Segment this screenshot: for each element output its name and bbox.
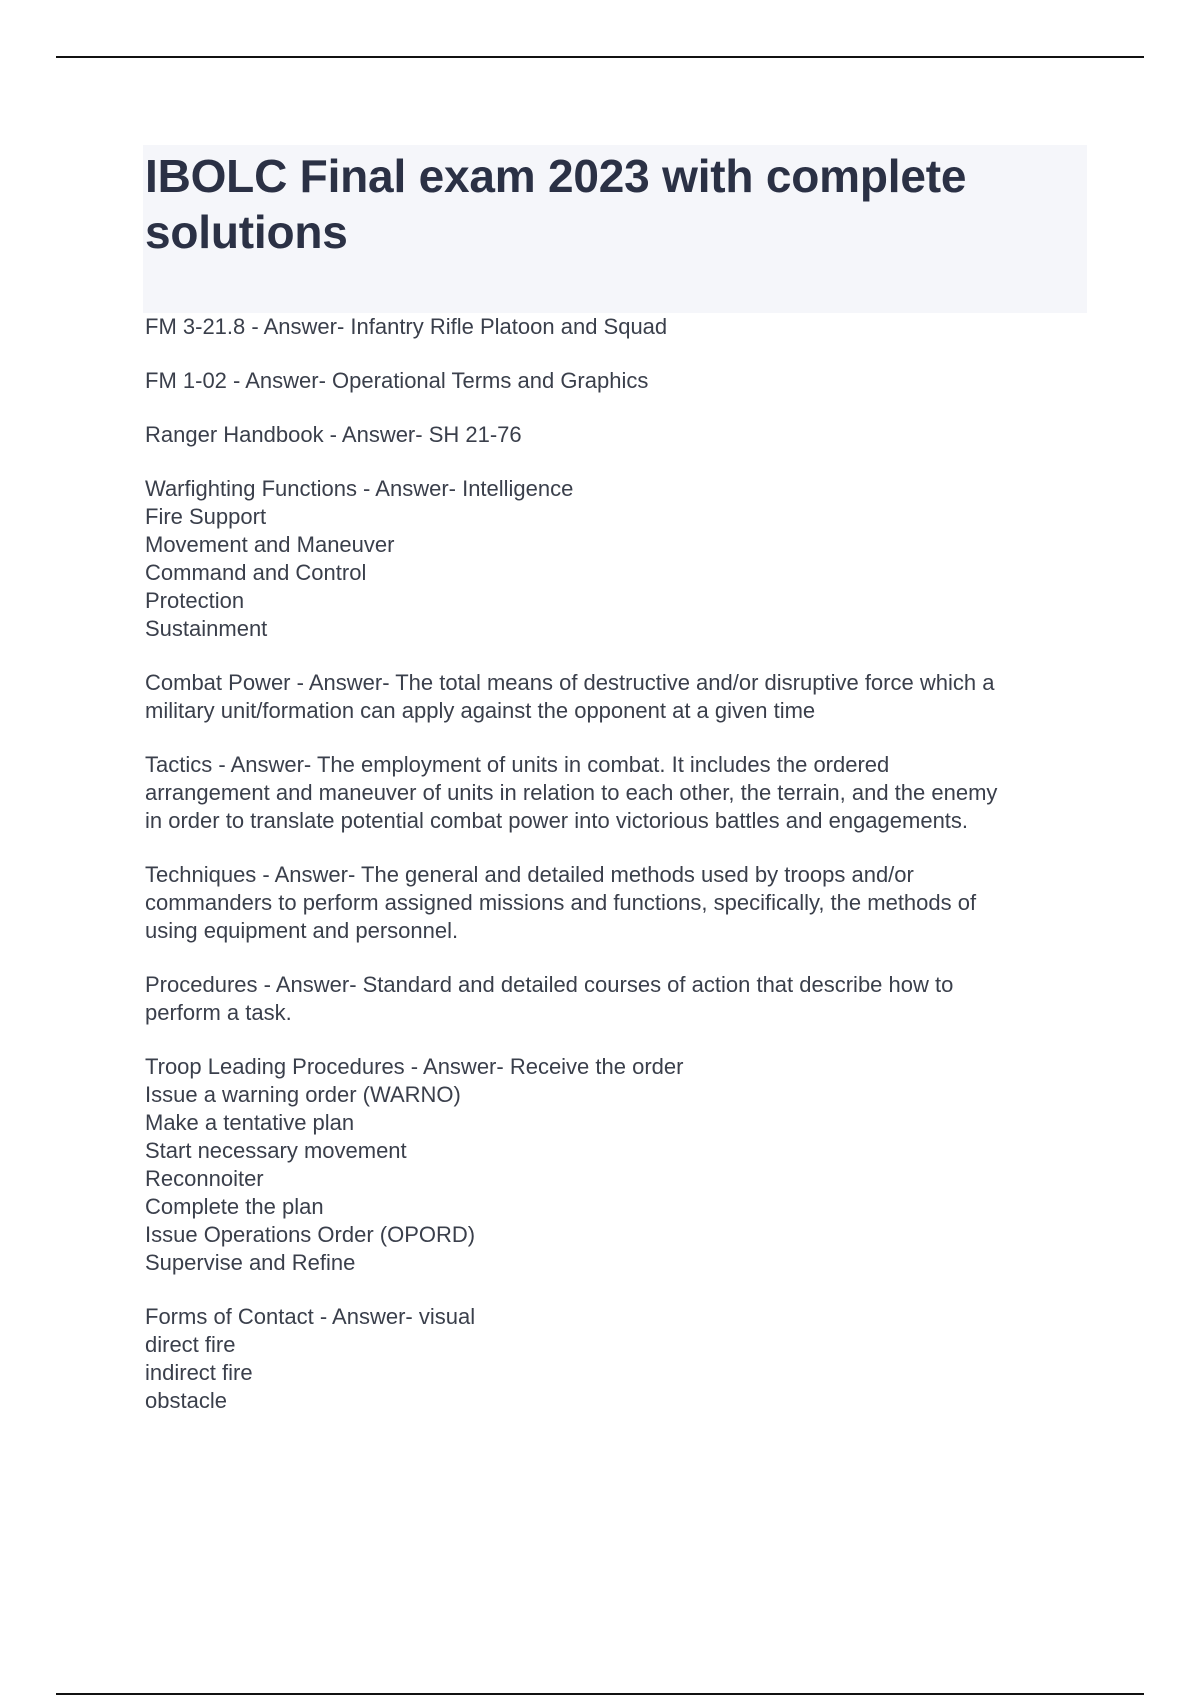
document-body: [145, 313, 1090, 1441]
entry-line: Tactics - Answer- The employment of units in combat. It includes the ordered: [145, 752, 890, 777]
entry-line: indirect fire: [145, 1360, 253, 1385]
entry-line: FM 1-02 - Answer- Operational Terms and Graphics: [145, 368, 649, 393]
entry-line: in order to translate potential combat power into victorious battles and engagements.: [145, 808, 969, 833]
qa-entry: [145, 1303, 1090, 1415]
entry-line: Make a tentative plan: [145, 1110, 355, 1135]
entry-line: Movement and Maneuver: [145, 532, 395, 557]
entry-line: Command and Control: [145, 560, 367, 585]
entry-line: Supervise and Refine: [145, 1250, 356, 1275]
entry-line: Ranger Handbook - Answer- SH 21-76: [145, 422, 522, 447]
entry-line: military unit/formation can apply against the opponent at a given time: [145, 698, 816, 723]
qa-entry: [145, 313, 1090, 341]
qa-entry: [145, 751, 1090, 835]
document-title: IBOLC Final exam 2023 with complete solutions: [145, 150, 967, 258]
entry-line: direct fire: [145, 1332, 236, 1357]
qa-entry: [145, 861, 1090, 945]
footer-rule: [56, 1693, 1144, 1695]
qa-entry: [145, 367, 1090, 395]
entry-line: Sustainment: [145, 616, 268, 641]
entry-line: Fire Support: [145, 504, 267, 529]
entry-line: commanders to perform assigned missions and functions, specifically, the methods of: [145, 890, 977, 915]
entry-line: using equipment and personnel.: [145, 918, 459, 943]
entry-line: Reconnoiter: [145, 1166, 264, 1191]
qa-entry: [145, 421, 1090, 449]
qa-entry: [145, 1053, 1090, 1277]
entry-line: obstacle: [145, 1388, 227, 1413]
qa-entry: [145, 971, 1090, 1027]
entry-line: Complete the plan: [145, 1194, 324, 1219]
entry-line: Procedures - Answer- Standard and detailed courses of action that describe how to: [145, 972, 954, 997]
entry-line: Forms of Contact - Answer- visual: [145, 1304, 476, 1329]
qa-entry: [145, 475, 1090, 643]
entry-line: Start necessary movement: [145, 1138, 407, 1163]
entry-line: Protection: [145, 588, 245, 613]
entry-line: perform a task.: [145, 1000, 292, 1025]
entry-line: Troop Leading Procedures - Answer- Receive the order: [145, 1054, 684, 1079]
title-block: [143, 145, 1087, 313]
qa-entry: [145, 669, 1090, 725]
entry-line: Issue Operations Order (OPORD): [145, 1222, 476, 1247]
entry-line: Warfighting Functions - Answer- Intelligence: [145, 476, 574, 501]
entry-line: Combat Power - Answer- The total means of destructive and/or disruptive force which a: [145, 670, 995, 695]
header-rule: [56, 56, 1144, 58]
entry-line: Techniques - Answer- The general and detailed methods used by troops and/or: [145, 862, 914, 887]
entry-line: FM 3-21.8 - Answer- Infantry Rifle Platoon and Squad: [145, 314, 668, 339]
entry-line: Issue a warning order (WARNO): [145, 1082, 461, 1107]
entry-line: arrangement and maneuver of units in relation to each other, the terrain, and the enemy: [145, 780, 998, 805]
